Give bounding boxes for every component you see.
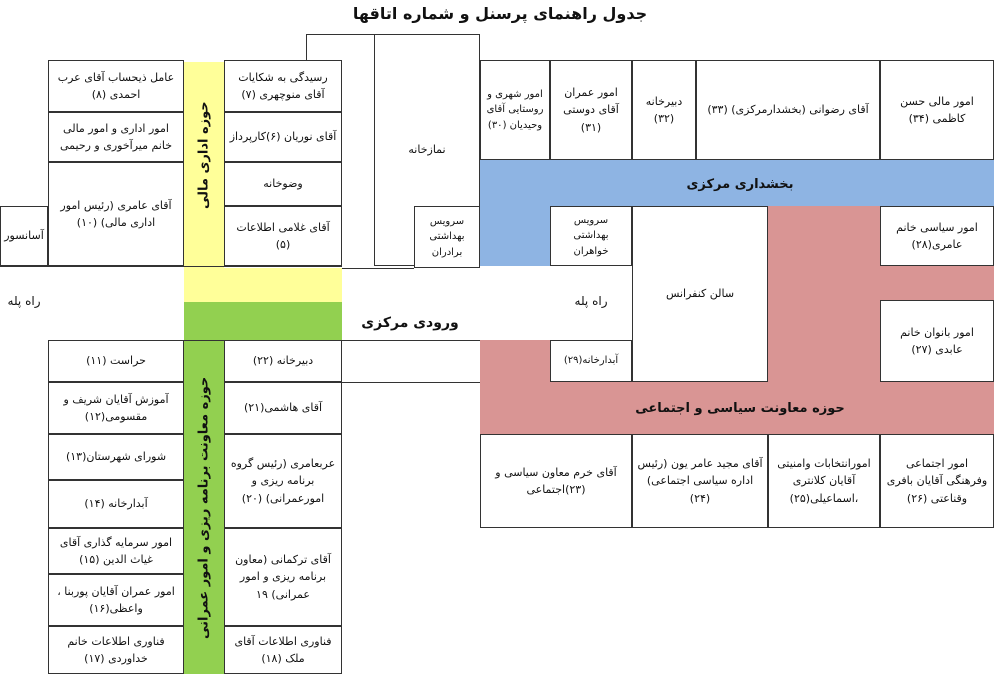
zone-label-planning: حوزه معاونت برنامه ریزی و امور عمرانی	[196, 376, 212, 639]
room-28: امور سیاسی خانم عامری(۲۸)	[880, 206, 994, 266]
upper-right-divider	[342, 268, 414, 269]
governorate-zone-fill-side	[480, 206, 550, 266]
central-entrance: ورودی مرکزی	[361, 315, 459, 331]
room-33: آقای رضوانی (بخشدارمرکزی) (۳۳)	[696, 60, 880, 160]
prayer-room: نمازخانه	[374, 34, 480, 266]
room-14: آبدارخانه (۱۴)	[48, 480, 184, 528]
mid-right-divider	[342, 382, 480, 383]
ablution-room: وضوخانه	[224, 162, 342, 206]
room-31: امور عمران آقای دوستی (۳۱)	[550, 60, 632, 160]
room-22: دبیرخانه (۲۲)	[224, 340, 342, 382]
room-18: فناوری اطلاعات آقای ملک (۱۸)	[224, 626, 342, 674]
political-zone-fill-right	[880, 266, 994, 300]
room-34: امور مالی حسن کاظمی (۳۴)	[880, 60, 994, 160]
zone-label-political: حوزه معاونت سیاسی و اجتماعی	[635, 400, 845, 416]
political-zone-fill-mid	[480, 340, 550, 382]
room-26: امور اجتماعی وفرهنگی آقایان بافری وقناعتی (۲۶)	[880, 434, 994, 528]
room-21: آقای هاشمی(۲۱)	[224, 382, 342, 434]
left-block-divider	[0, 266, 342, 267]
room-11: حراست (۱۱)	[48, 340, 184, 382]
room-7: رسیدگی به شکایات آقای منوچهری (۷)	[224, 60, 342, 112]
elevator: آسانسور	[0, 206, 48, 266]
room-5: آقای غلامی اطلاعات (۵)	[224, 206, 342, 266]
restroom-men: سرویس بهداشتی برادران	[414, 206, 480, 268]
room-8: عامل ذیحساب آقای عرب احمدی (۸)	[48, 60, 184, 112]
room-24: آقای مجید عامر یون (رئیس اداره سیاسی اجتماعی) (۲۴)	[632, 434, 768, 528]
room-10: آقای عامری (رئیس امور اداری مالی) (۱۰)	[48, 162, 184, 266]
room-12: آموزش آقایان شریف و مقسومی(۱۲)	[48, 382, 184, 434]
stairs-left: راه پله	[7, 294, 41, 308]
room-27: امور بانوان خانم عابدی (۲۷)	[880, 300, 994, 382]
room-32: دبیرخانه (۳۲)	[632, 60, 696, 160]
room-6: آقای نوریان (۶)کارپرداز	[224, 112, 342, 162]
stairs-middle: راه پله	[574, 294, 608, 308]
room-19: آقای ترکمانی (معاون برنامه ریزی و امور عمرانی) ۱۹	[224, 528, 342, 626]
page-title: جدول راهنمای پرسنل و شماره اتاقها	[352, 4, 648, 23]
kitchen-29: آبدارخانه(۲۹)	[550, 340, 632, 382]
room-20: عربعامری (رئیس گروه برنامه ریزی و امورعمرانی) (۲۰)	[224, 434, 342, 528]
conference-hall: سالن کنفرانس	[632, 206, 768, 382]
restroom-women: سرویس بهداشتی خواهران	[550, 206, 632, 266]
room-30: امور شهری و روستایی آقای وحیدیان (۳۰)	[480, 60, 550, 160]
admin-zone-fill-bottom	[184, 268, 342, 302]
room-16: امور عمران آقایان پوربنا ، واعظی(۱۶)	[48, 574, 184, 626]
room-17: فناوری اطلاعات خانم خداوردی (۱۷)	[48, 626, 184, 674]
room-9: امور اداری و امور مالی خانم میرآخوری و رحیمی	[48, 112, 184, 162]
room-13: شورای شهرستان(۱۳)	[48, 434, 184, 480]
room-25: امورانتخابات وامنیتی آقایان کلانتری ،اسماعیلی(۲۵)	[768, 434, 880, 528]
zone-label-admin: حوزه اداری مالی	[196, 101, 212, 209]
room-23: آقای خرم معاون سیاسی و (۲۳)اجتماعی	[480, 434, 632, 528]
room-15: امور سرمایه گذاری آقای غیاث الدین (۱۵)	[48, 528, 184, 574]
planning-zone-fill-top	[184, 302, 342, 340]
zone-label-governorate: بخشداری مرکزی	[686, 176, 794, 192]
